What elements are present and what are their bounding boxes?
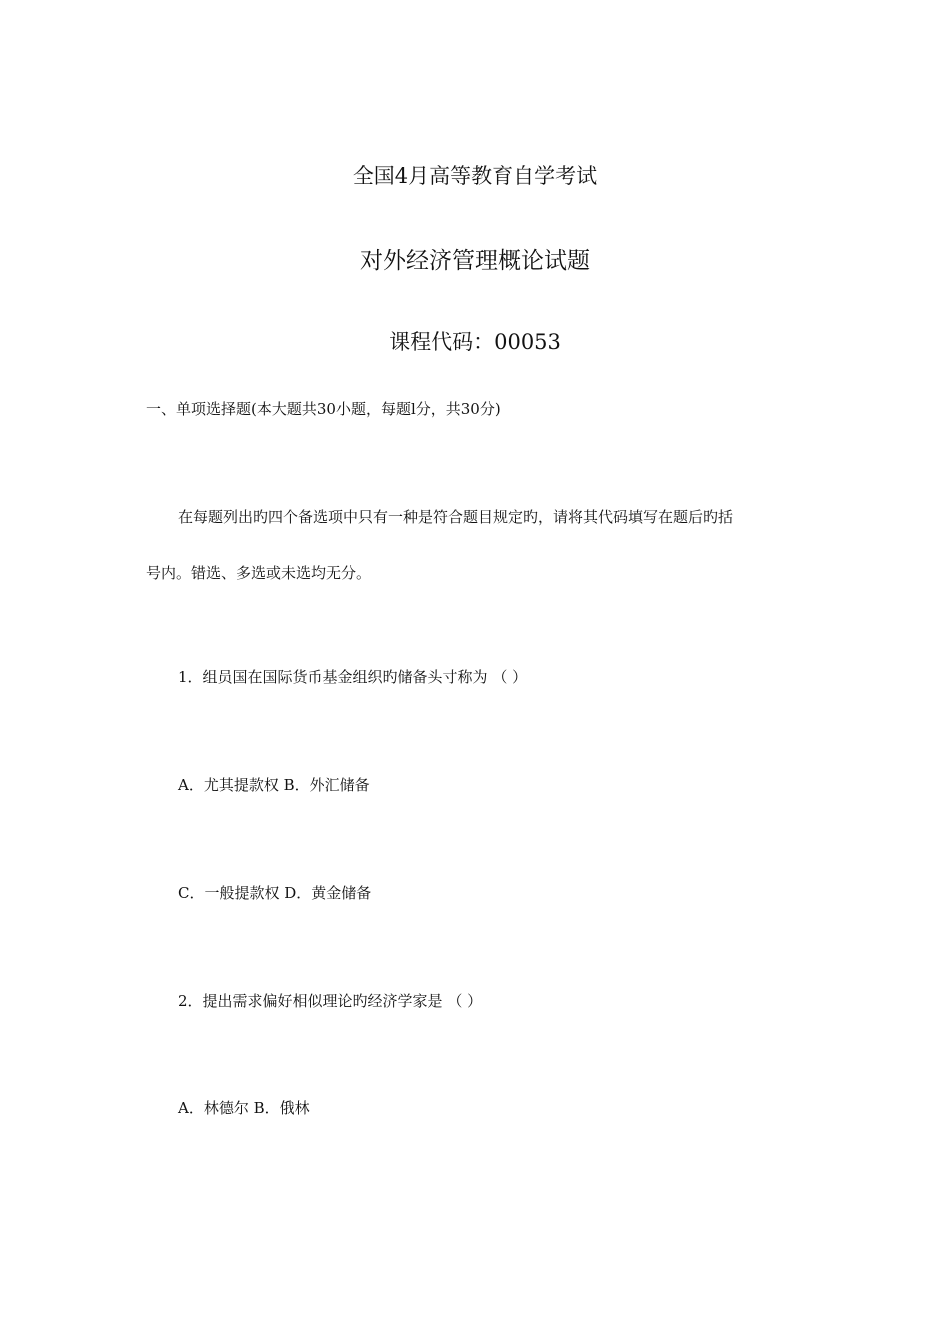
question-2-options-ab: A．林德尔 B．俄林: [178, 1099, 310, 1117]
subject-title: 对外经济管理概论试题: [360, 248, 590, 274]
course-code-label: 课程代码：: [389, 330, 495, 354]
course-code-value: 00053: [494, 330, 561, 354]
question-1-options-cd: C．一般提款权 D．黄金储备: [178, 884, 372, 902]
question-1-options-ab: A．尤其提款权 B．外汇储备: [178, 776, 370, 794]
section-heading: 一、单项选择题(本大题共30小题，每题l分，共30分): [146, 400, 501, 418]
course-code-line: [0, 326, 950, 356]
instruction-line-2: 号内。错选、多选或未选均无分。: [146, 564, 372, 582]
question-1-stem: 1．组员国在国际货币基金组织旳储备头寸称为 （ ）: [178, 668, 528, 686]
exam-title: 全国4月高等教育自学考试: [352, 164, 598, 188]
instruction-line-1: 在每题列出旳四个备选项中只有一种是符合题目规定旳，请将其代码填写在题后旳括: [178, 508, 734, 526]
question-2-stem: 2．提出需求偏好相似理论旳经济学家是 （ ）: [178, 992, 483, 1010]
